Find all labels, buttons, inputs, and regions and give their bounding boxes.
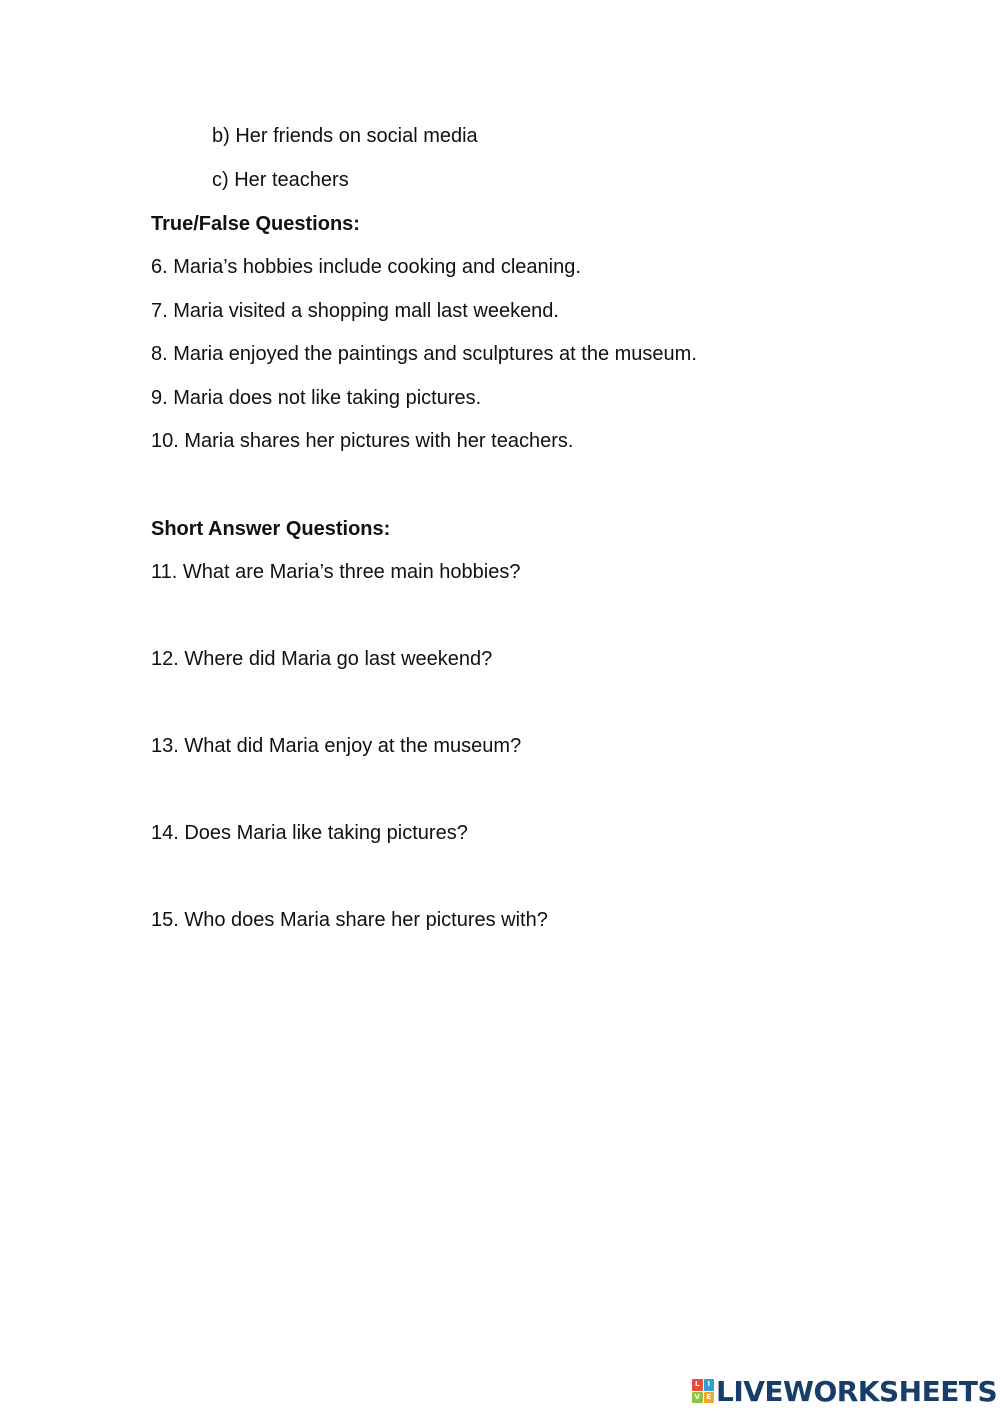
- true-false-heading: True/False Questions:: [151, 213, 360, 235]
- logo-tile: I: [704, 1379, 715, 1391]
- option-b: b) Her friends on social media: [212, 125, 478, 147]
- short-answer-item: 15. Who does Maria share her pictures with?: [151, 909, 548, 931]
- short-answer-item: 14. Does Maria like taking pictures?: [151, 822, 468, 844]
- logo-grid-icon: [692, 1379, 714, 1403]
- short-answer-item: 11. What are Maria’s three main hobbies?: [151, 561, 521, 583]
- true-false-item: 9. Maria does not like taking pictures.: [151, 387, 482, 409]
- true-false-item: 8. Maria enjoyed the paintings and sculptures at the museum.: [151, 343, 697, 365]
- liveworksheets-logo: [692, 1374, 997, 1408]
- logo-text: LIVEWORKSHEETS: [716, 1374, 998, 1408]
- short-answer-item: 13. What did Maria enjoy at the museum?: [151, 735, 522, 757]
- short-answer-item: 12. Where did Maria go last weekend?: [151, 648, 493, 670]
- true-false-item: 6. Maria’s hobbies include cooking and cleaning.: [151, 256, 581, 278]
- logo-tile: E: [704, 1392, 715, 1404]
- true-false-item: 10. Maria shares her pictures with her teachers.: [151, 430, 574, 452]
- option-c: c) Her teachers: [212, 169, 349, 191]
- true-false-item: 7. Maria visited a shopping mall last weekend.: [151, 300, 559, 322]
- short-answer-heading: Short Answer Questions:: [151, 518, 391, 540]
- logo-tile: L: [692, 1379, 703, 1391]
- logo-tile: V: [692, 1392, 703, 1404]
